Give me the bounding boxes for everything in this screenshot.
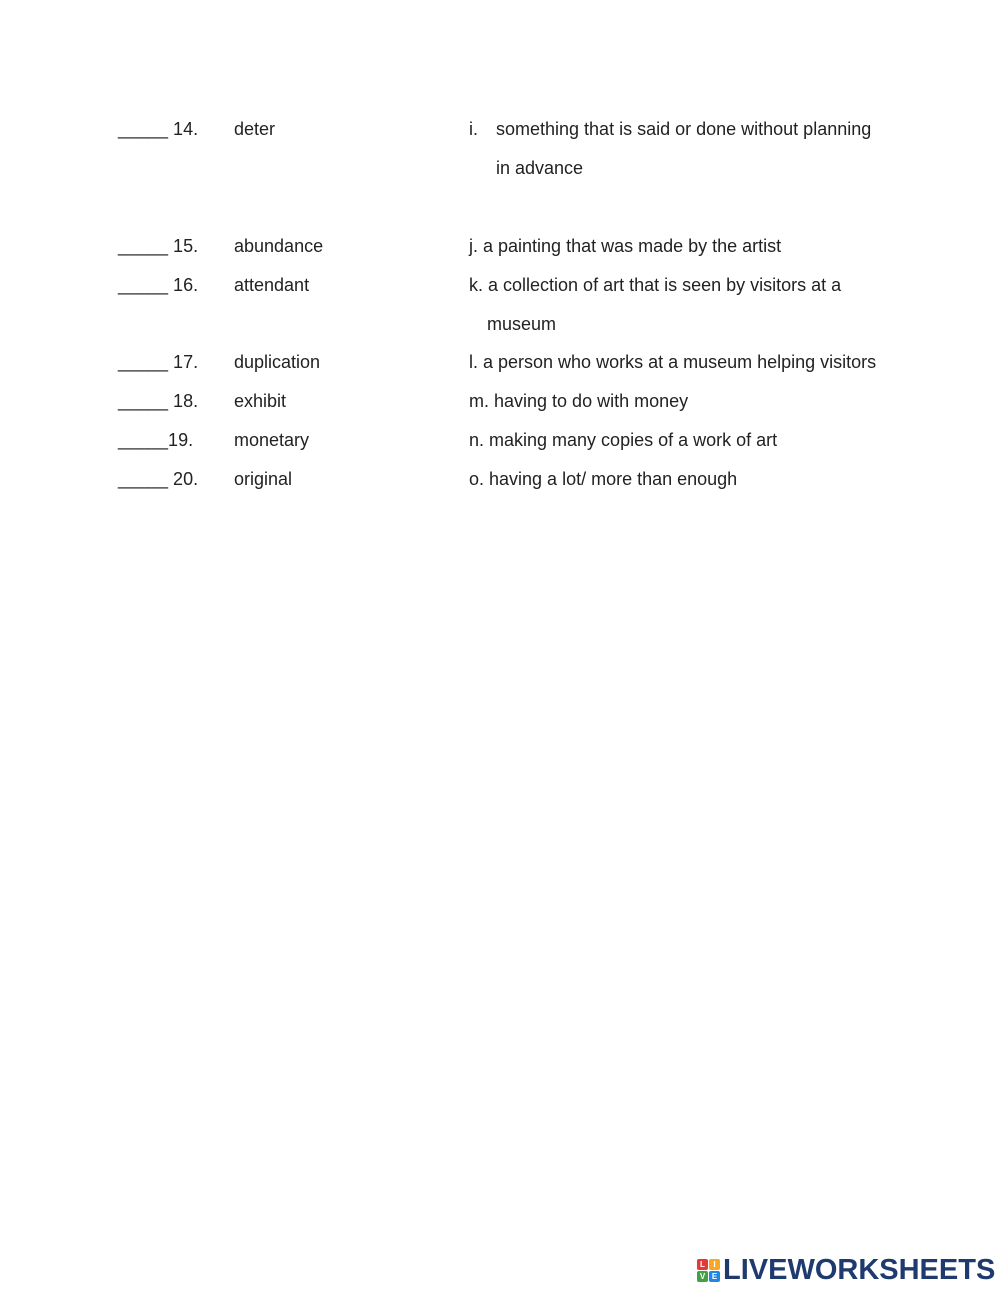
term-15: abundance	[234, 236, 324, 256]
term-14: deter	[234, 119, 276, 139]
term-20: original	[234, 469, 293, 489]
term-19: monetary	[234, 430, 310, 450]
liveworksheets-logo[interactable]	[697, 1255, 995, 1285]
matching-row-20	[0, 467, 1000, 491]
definition-n: n. making many copies of a work of art	[469, 430, 778, 450]
answer-blank-19[interactable]: _____19.	[118, 430, 194, 450]
answer-blank-15[interactable]: _____ 15.	[118, 236, 199, 256]
definition-i-continuation: in advance	[496, 158, 584, 178]
matching-row-18	[0, 389, 1000, 413]
definition-text-i: something that is said or done without planning	[496, 119, 872, 139]
matching-row-16-cont	[0, 312, 1000, 336]
definition-l: l. a person who works at a museum helping visitors	[469, 352, 877, 372]
definition-m: m. having to do with money	[469, 391, 689, 411]
answer-blank-17[interactable]: _____ 17.	[118, 352, 199, 372]
answer-blank-14[interactable]: _____ 14.	[118, 119, 199, 139]
logo-blocks-icon	[697, 1259, 720, 1282]
answer-blank-20[interactable]: _____ 20.	[118, 469, 199, 489]
term-17: duplication	[234, 352, 321, 372]
definition-label-i: i.	[469, 119, 478, 139]
definition-k-continuation: museum	[487, 314, 557, 334]
matching-row-14	[0, 117, 1000, 141]
logo-block-e: E	[709, 1271, 720, 1282]
logo-block-l: L	[697, 1259, 708, 1270]
definition-j: j. a painting that was made by the artist	[469, 236, 782, 256]
logo-text: LIVEWORKSHEETS	[723, 1254, 996, 1286]
term-16: attendant	[234, 275, 310, 295]
definition-k: k. a collection of art that is seen by visitors at a	[469, 275, 842, 295]
logo-block-i: I	[709, 1259, 720, 1270]
definition-o: o. having a lot/ more than enough	[469, 469, 738, 489]
definition-i	[469, 117, 871, 141]
matching-row-19	[0, 428, 1000, 452]
logo-block-v: V	[697, 1271, 708, 1282]
matching-row-17	[0, 350, 1000, 374]
matching-row-15	[0, 234, 1000, 258]
matching-row-16	[0, 273, 1000, 297]
term-18: exhibit	[234, 391, 287, 411]
answer-blank-18[interactable]: _____ 18.	[118, 391, 199, 411]
answer-blank-16[interactable]: _____ 16.	[118, 275, 199, 295]
matching-row-14-cont	[0, 156, 1000, 180]
